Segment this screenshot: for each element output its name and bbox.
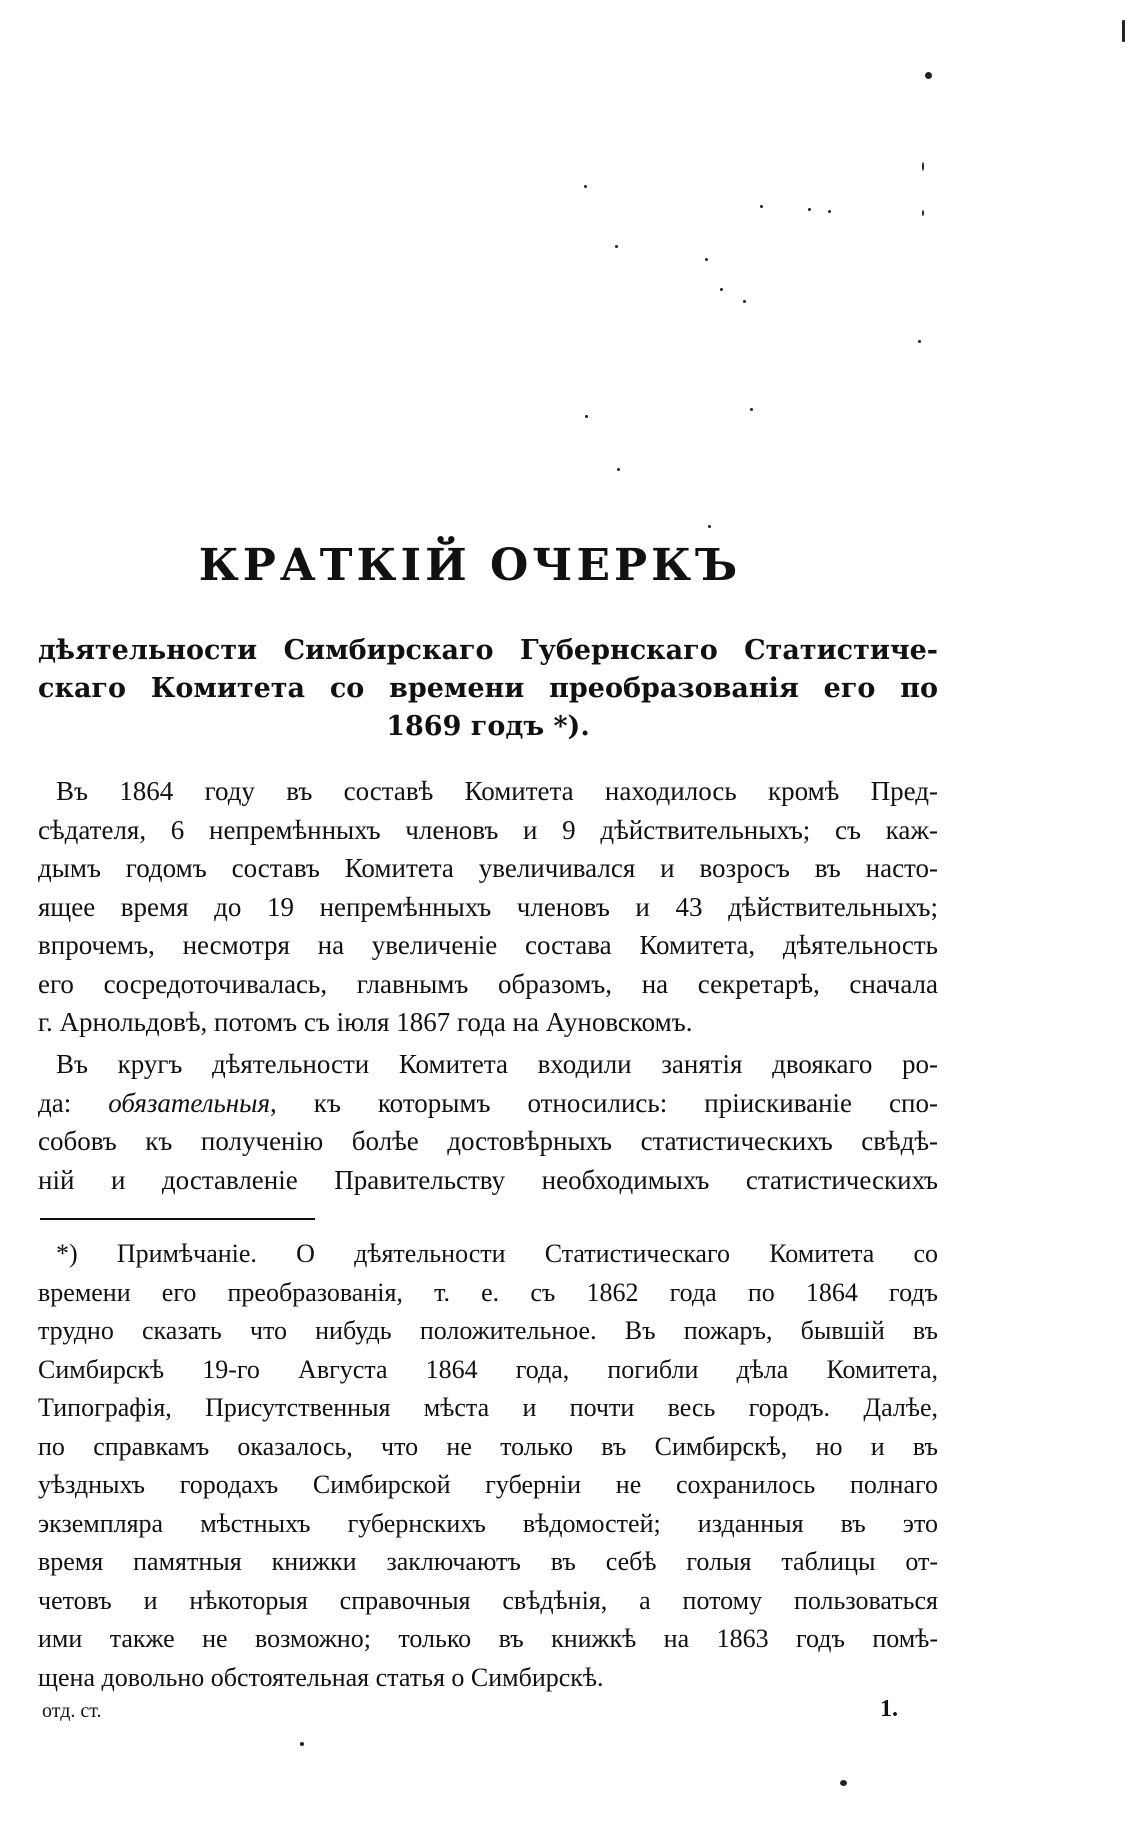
italic-term: обязательныя [108,1087,271,1118]
scan-speck [720,288,723,291]
footnote-line: уѣздныхъ городахъ Симбирской губерніи не сохранилось полнаго [38,1470,938,1499]
scan-speck [922,210,924,216]
text-line: Въ кругъ дѣятельности Комитета входили занятія двоякаго ро- [56,1049,938,1079]
scan-speck [300,1742,304,1746]
footnote-line: *) Примѣчаніе. О дѣятельности Статистическаго Комитета со [56,1239,938,1268]
scan-speck [585,415,588,418]
scan-speck [828,210,831,213]
footnote-line: ими также не возможно; только въ книжкѣ на 1863 годъ помѣ- [38,1624,938,1653]
text-line: ящее время до 19 непремѣнныхъ членовъ и 43 дѣйствительныхъ; [38,891,938,922]
scan-speck [1122,20,1125,42]
text-line: сѣдателя, 6 непремѣнныхъ членовъ и 9 дѣйствительныхъ; съ каж- [38,814,938,845]
subtitle-line: скаго Комитета со времени преобразованія его по [38,673,938,704]
scan-speck [584,185,587,188]
scan-speck [840,1780,847,1786]
footnote-line: экземпляра мѣстныхъ губернскихъ вѣдомостей; изданныя въ это [38,1508,938,1538]
text-line: г. Арнольдовѣ, потомъ съ іюля 1867 года на Ауновскомъ. [38,1007,693,1037]
scan-speck [925,72,932,79]
subtitle-line: дѣятельности Симбирскаго Губернскаго Статистиче- [38,635,938,666]
scan-speck [617,468,620,471]
footnote [38,1235,938,1697]
scan-speck [743,300,746,303]
text-line: собовъ къ полученію болѣе достовѣрныхъ статистическихъ свѣдѣ- [38,1126,938,1156]
scan-speck [760,205,763,208]
footnote-line: Симбирскѣ 19-го Августа 1864 года, погибли дѣла Комитета, [38,1354,938,1384]
paragraph-1 [38,772,938,1042]
page-title: КРАТКІЙ ОЧЕРКЪ [198,540,742,591]
subtitle-line: 1869 годъ *). [386,711,590,742]
scan-speck [705,258,708,261]
text-line: впрочемъ, несмотря на увеличеніе состава Комитета, дѣятельность [38,930,938,960]
subtitle [38,632,938,746]
footnote-line: времени его преобразованія, т. е. съ 1862 года по 1864 годъ [38,1277,938,1307]
text-line: дымъ годомъ составъ Комитета увеличивался и возросъ въ насто- [38,853,938,883]
text-fragment: да: [38,1087,109,1118]
text-line: его сосредоточивалась, главнымъ образомъ, на секретарѣ, сначала [38,968,938,999]
paragraph-2 [38,1045,938,1199]
scan-speck [708,525,711,528]
footnote-line: по справкамъ оказалось, что не только въ Симбирскѣ, но и въ [38,1431,938,1461]
scan-speck [918,340,921,343]
footnote-line: трудно сказать что нибудь положительное. Въ пожаръ, бывшій въ [38,1316,938,1345]
text-line: Въ 1864 году въ составѣ Комитета находилось кромѣ Пред- [56,776,938,806]
footnote-line: Типографія, Присутственныя мѣста и почти весь городъ. Далѣе, [38,1393,938,1422]
footer-section-mark: отд. ст. [42,1700,102,1722]
text-fragment: , къ которымъ относились: пріискиваніе спо- [270,1087,938,1118]
footnote-line: время памятныя книжки заключаютъ въ себѣ голыя таблицы от- [38,1547,938,1576]
footnote-line: четовъ и нѣкоторыя справочныя свѣдѣнія, а потому пользоваться [38,1585,938,1615]
text-line [38,1084,938,1123]
scan-speck [808,208,811,211]
footnote-line: щена довольно обстоятельная статья о Симбирскѣ. [38,1662,604,1692]
scan-speck [615,245,618,248]
page-number: 1. [880,1696,898,1722]
scan-speck [750,408,753,411]
text-line: ній и доставленіе Правительству необходимыхъ статистическихъ [38,1164,938,1195]
footnote-divider [40,1218,315,1220]
scan-speck [922,162,924,171]
